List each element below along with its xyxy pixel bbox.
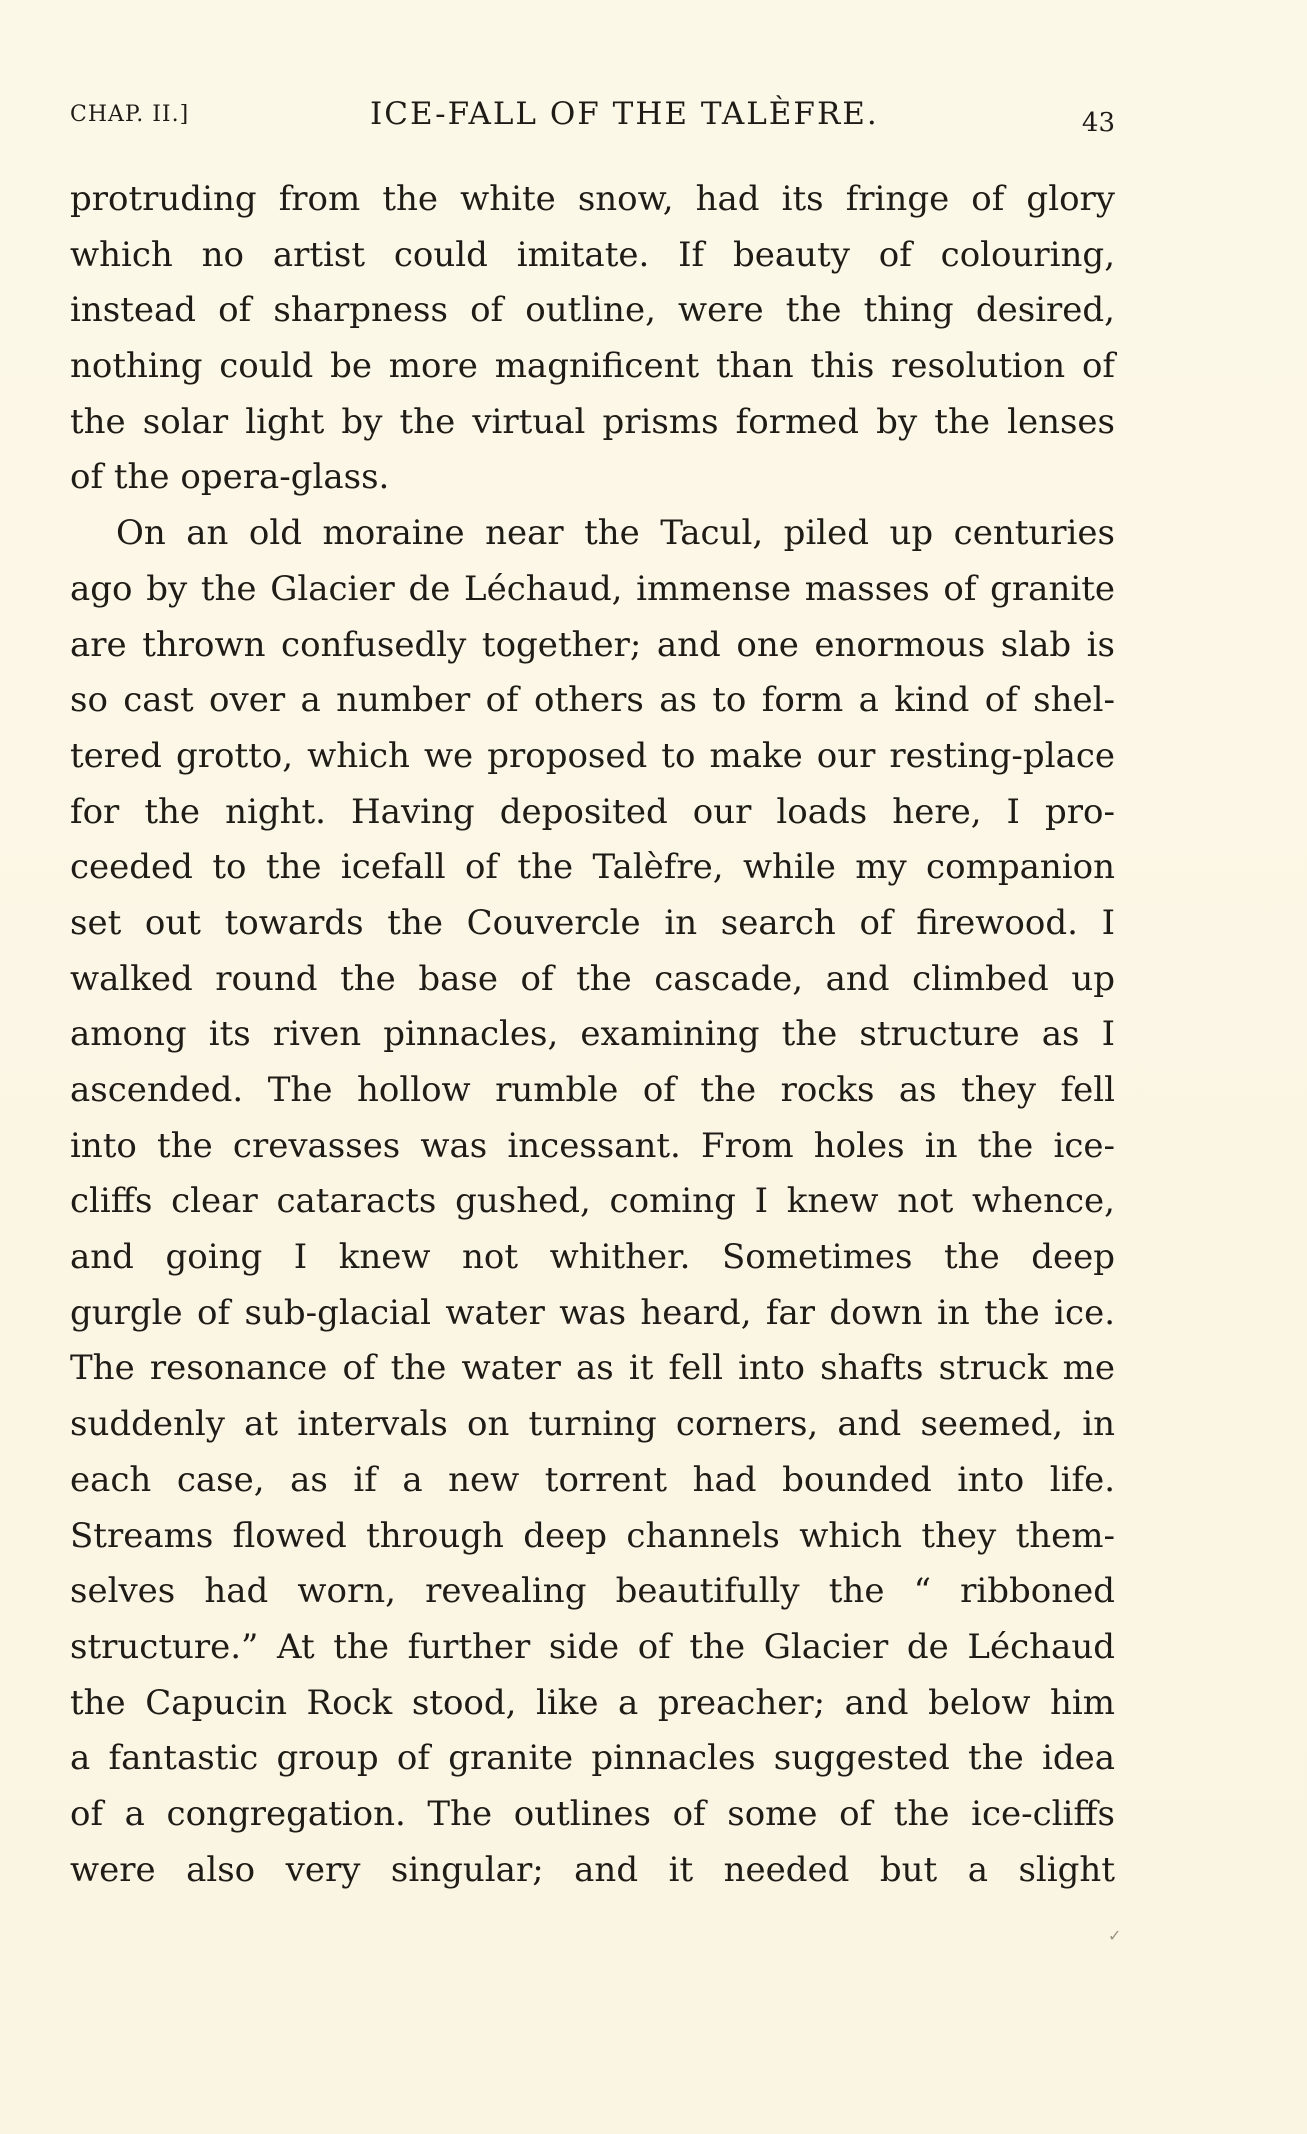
- text-line: The resonance of the water as it fell into shafts struck me: [70, 1348, 1115, 1389]
- text-line: tered grotto, which we proposed to make our resting-place: [70, 735, 1115, 776]
- body-text: [70, 172, 1115, 1898]
- text-line: each case, as if a new torrent had bounded into life.: [70, 1459, 1115, 1500]
- text-line: selves had worn, revealing beautifully the “ ribboned: [70, 1571, 1115, 1612]
- text-line: so cast over a number of others as to form a kind of shel-: [70, 680, 1115, 721]
- text-line: the solar light by the virtual prisms formed by the lenses: [70, 401, 1115, 442]
- text-line: which no artist could imitate. If beauty of colouring,: [70, 234, 1115, 275]
- text-line: ceeded to the icefall of the Talèfre, while my companion: [70, 847, 1115, 888]
- text-line: and going I knew not whither. Sometimes the deep: [70, 1237, 1115, 1278]
- text-line: On an old moraine near the Tacul, piled up centuries: [116, 513, 1115, 554]
- text-line: a fantastic group of granite pinnacles suggested the idea: [70, 1738, 1115, 1779]
- text-line: ago by the Glacier de Léchaud, immense masses of granite: [70, 568, 1115, 609]
- text-line: of the opera-glass.: [70, 457, 390, 498]
- text-line: Streams flowed through deep channels which they them-: [70, 1515, 1115, 1556]
- text-line: for the night. Having deposited our loads here, I pro-: [70, 791, 1115, 832]
- text-line: protruding from the white snow, had its fringe of glory: [70, 179, 1115, 219]
- chapter-label: CHAP. II.]: [70, 102, 190, 127]
- text-line: nothing could be more magnificent than this resolution of: [70, 346, 1115, 387]
- text-line: instead of sharpness of outline, were the thing desired,: [70, 290, 1115, 331]
- page-number: 43: [1081, 108, 1115, 138]
- text-line: walked round the base of the cascade, and climbed up: [70, 958, 1115, 999]
- text-line: ascended. The hollow rumble of the rocks as they fell: [70, 1070, 1115, 1110]
- printer-mark: ✓: [1108, 1926, 1122, 1945]
- text-line: set out towards the Couvercle in search of firewood. I: [70, 902, 1115, 943]
- text-line: among its riven pinnacles, examining the structure as I: [70, 1014, 1115, 1055]
- text-line: cliffs clear cataracts gushed, coming I knew not whence,: [70, 1181, 1115, 1222]
- running-title: ICE-FALL OF THE TALÈFRE.: [370, 96, 879, 132]
- text-line: gurgle of sub-glacial water was heard, far down in the ice.: [70, 1292, 1115, 1333]
- running-head: [70, 96, 1115, 136]
- text-line: are thrown confusedly together; and one enormous slab is: [70, 624, 1115, 665]
- text-line: were also very singular; and it needed but a slight: [70, 1849, 1115, 1890]
- text-line: into the crevasses was incessant. From holes in the ice-: [70, 1125, 1115, 1166]
- text-line: the Capucin Rock stood, like a preacher; and below him: [70, 1682, 1115, 1723]
- text-line: structure.” At the further side of the Glacier de Léchaud: [70, 1626, 1115, 1667]
- text-line: of a congregation. The outlines of some of the ice-cliffs: [70, 1793, 1115, 1834]
- text-line: suddenly at intervals on turning corners, and seemed, in: [70, 1404, 1115, 1445]
